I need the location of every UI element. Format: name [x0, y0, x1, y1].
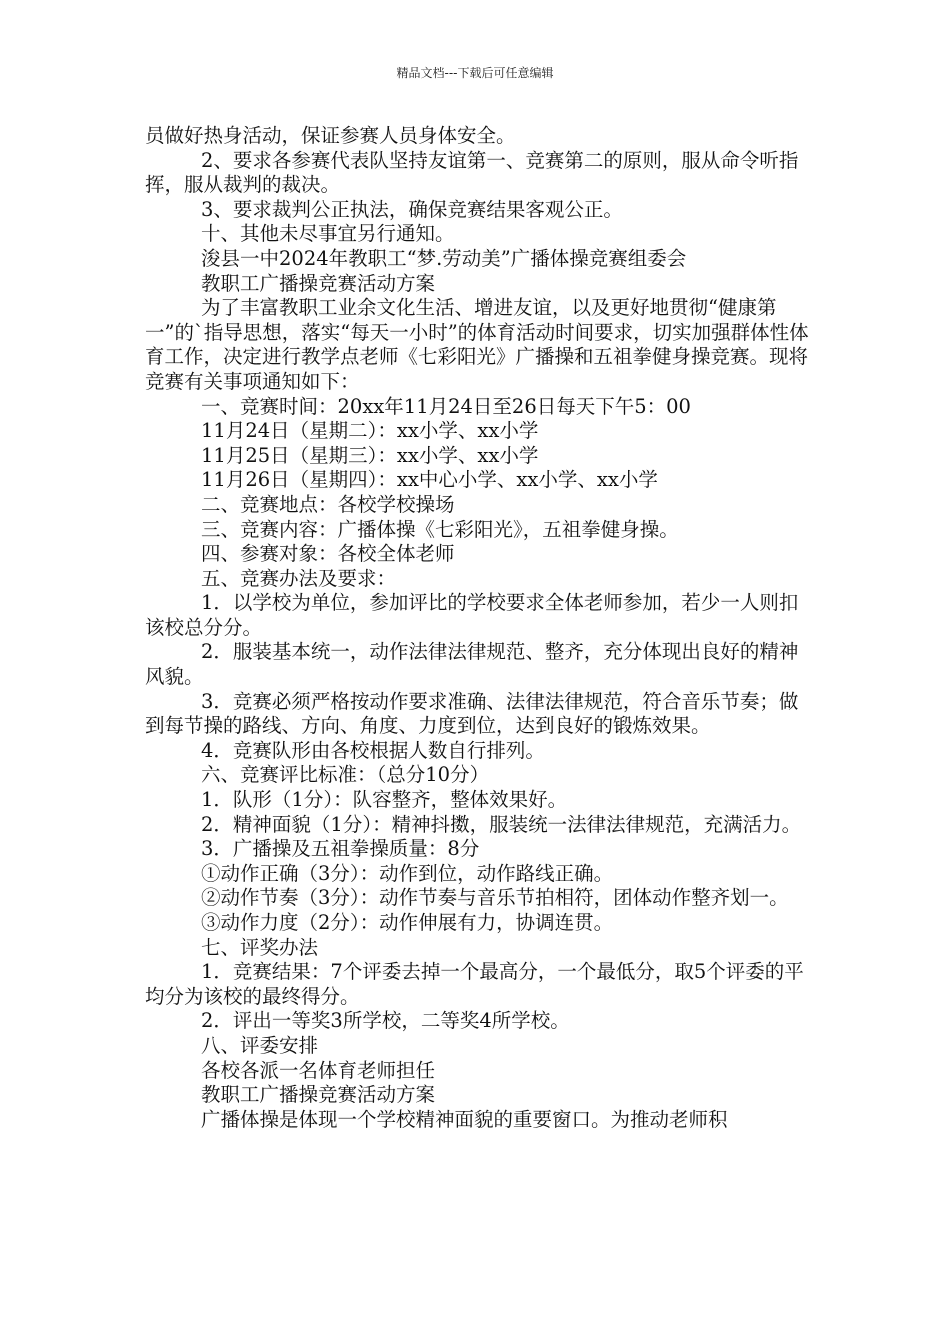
paragraph: 四、参赛对象：各校全体老师 [201, 542, 455, 566]
paragraph: 员做好热身活动，保证参赛人员身体安全。 [145, 124, 516, 147]
paragraph: 1．队形（1分）：队容整齐，整体效果好。 [201, 788, 568, 812]
paragraph: 教职工广播操竞赛活动方案 [201, 271, 436, 295]
paragraph: 2．精神面貌（1分）：精神抖擞，服装统一法律法律规范，充满活力。 [201, 812, 802, 836]
paragraph: 2．服装基本统一，动作法律法律规范、整齐，充分体现出良好的精神风貌。 [145, 640, 799, 689]
paragraph: 广播体操是体现一个学校精神面貌的重要窗口。为推动老师积 [201, 1107, 728, 1131]
paragraph: 二、竞赛地点：各校学校操场 [201, 492, 455, 516]
paragraph: 11月24日（星期二）：xx小学、xx小学 [201, 419, 539, 443]
paragraph: 1．竞赛结果：7个评委去掉一个最高分，一个最低分，取5个评委的平均分为该校的最终得分。 [145, 960, 804, 1008]
paragraph: 11月25日（星期三）：xx小学、xx小学 [201, 443, 539, 467]
paragraph: 浚县一中2024年教职工“梦.劳动美”广播体操竞赛组委会 [201, 246, 687, 270]
paragraph: ②动作节奏（3分）：动作节奏与音乐节拍相符，团体动作整齐划一。 [201, 886, 789, 910]
paragraph: 六、竞赛评比标准：（总分10分） [201, 763, 490, 787]
paragraph: 3．广播操及五祖拳操质量：8分 [201, 837, 480, 861]
paragraph: 11月26日（星期四）：xx中心小学、xx小学、xx小学 [201, 468, 658, 492]
paragraph: 各校各派一名体育老师担任 [201, 1058, 436, 1082]
paragraph: 2．评出一等奖3所学校，二等奖4所学校。 [201, 1009, 570, 1033]
paragraph: ③动作力度（2分）：动作伸展有力，协调连贯。 [201, 911, 614, 934]
paragraph: 五、竞赛办法及要求： [201, 566, 397, 590]
paragraph: 为了丰富教职工业余文化生活、增进友谊，以及更好地贯彻“健康第一”的`指导思想，落实“每天一小时”的体育活动时间要求，切实加强群体性体育工作，决定进行教学点老师《七彩阳光》广播操和五祖拳健身操竞赛。现将竞赛有关事项通知如下： [145, 296, 809, 393]
paragraph: 八、评委安排 [201, 1033, 319, 1057]
paragraph: 十、其他未尽事宜另行通知。 [201, 222, 455, 246]
paragraph: ①动作正确（3分）：动作到位，动作路线正确。 [201, 861, 614, 885]
paragraph: 4．竞赛队形由各校根据人数自行排列。 [201, 738, 545, 762]
paragraph: 2、要求各参赛代表队坚持友谊第一、竞赛第二的原则，服从命令听指挥，服从裁判的裁决。 [145, 148, 799, 197]
paragraph: 教职工广播操竞赛活动方案 [201, 1083, 436, 1107]
page-header: 精品文档---下载后可任意编辑 [396, 66, 554, 80]
paragraph: 3、要求裁判公正执法，确保竞赛结果客观公正。 [201, 197, 623, 221]
paragraph: 七、评奖办法 [201, 935, 319, 959]
document-body [145, 124, 813, 1132]
paragraph: 一、竞赛时间：20xx年11月24日至26日每天下午5：00 [201, 394, 691, 418]
paragraph: 3．竞赛必须严格按动作要求准确、法律法律规范，符合音乐节奏；做到每节操的路线、方向、角度、力度到位，达到良好的锻炼效果。 [145, 689, 799, 738]
paragraph: 1．以学校为单位，参加评比的学校要求全体老师参加，若少一人则扣该校总分分。 [145, 591, 799, 639]
paragraph: 三、竞赛内容：广播体操《七彩阳光》，五祖拳健身操。 [201, 517, 679, 541]
